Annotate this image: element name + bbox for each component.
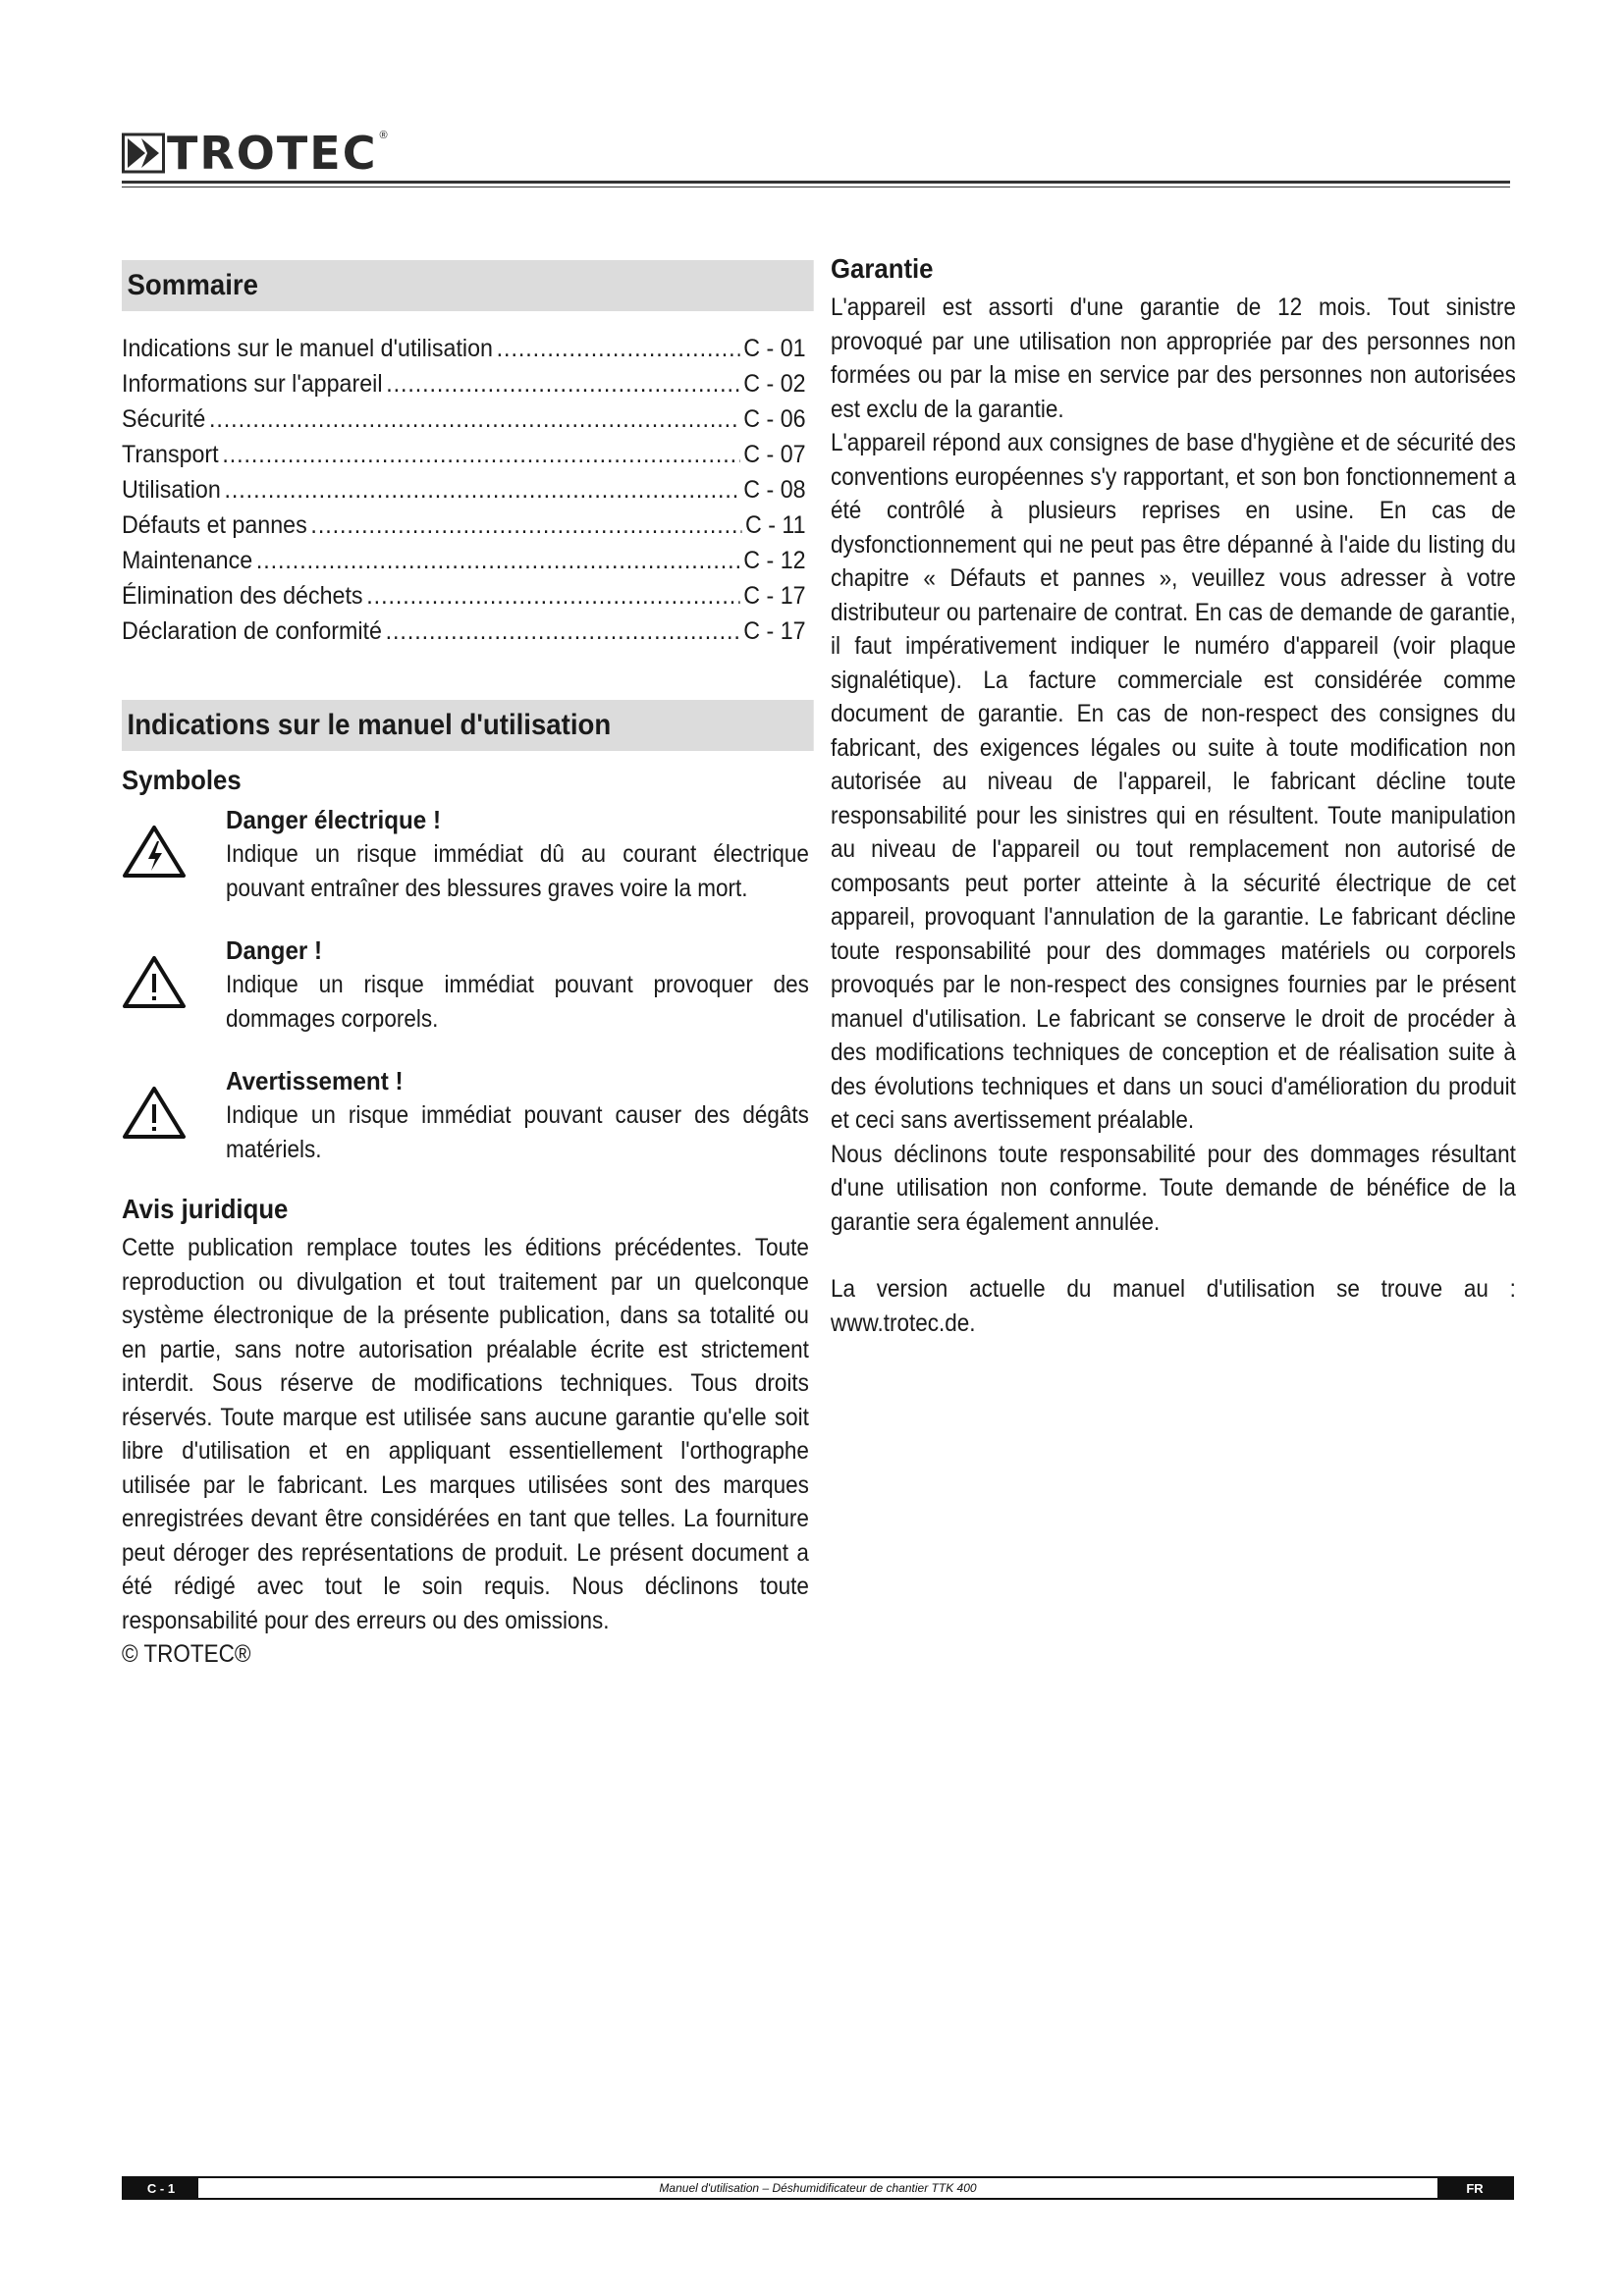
- avis-juridique-text: Cette publication remplace toutes les éditions précédentes. Toute reproduction ou divulgation et tout traitement par un quelconque système électronique de la présente publication, dans sa totalité ou en partie, sans notre autorisation préalable écrite est strictement interdit. Sous réserve de modifications techniques. Tous droits réservés. Toute marque est utilisée sans aucune garantie qu'elle soit libre d'utilisation et en appliquant essentiellement l'orthographe utilisée par le fabricant. Les marques utilisées sont des marques enregistrées devant être considérées en tant que telles. La fourniture peut déroger des représentations de produit. Le présent document a été rédigé avec tout le soin requis. Nous déclinons toute responsabilité pour des erreurs ou des omissions.: [122, 1234, 809, 1634]
- symbol-title: Avertissement !: [226, 1066, 404, 1095]
- toc-item-page: C - 07: [743, 441, 806, 468]
- header-rule: [122, 181, 1510, 184]
- toc-leader-dots: [366, 578, 739, 614]
- garantie-paragraph-1: L'appareil est assorti d'une garantie de 12 mois. Tout sinistre provoqué par une utilisation non appropriée par des personnes non formées ou par la mise en service par des personnes non autorisées est exclu de la garantie.: [831, 294, 1516, 423]
- symbol-title: Danger électrique !: [226, 805, 442, 834]
- toc-item-label: Sécurité: [122, 405, 206, 433]
- symbol-electric-danger: [122, 802, 809, 905]
- brand-registered-mark: ®: [379, 130, 388, 141]
- symboles-heading: Symboles: [122, 765, 242, 795]
- sommaire-heading: Sommaire: [122, 260, 813, 311]
- toc-item[interactable]: [122, 543, 806, 578]
- toc-item-label: Utilisation: [122, 476, 221, 504]
- toc-item[interactable]: [122, 578, 806, 614]
- toc-item-label: Transport: [122, 441, 219, 468]
- toc-leader-dots: [256, 543, 740, 578]
- exclamation-warning-icon: [122, 1085, 187, 1140]
- symbol-title: Danger !: [226, 935, 323, 965]
- manual-version-note: La version actuelle du manuel d'utilisation se trouve au : www.trotec.de.: [831, 1275, 1516, 1337]
- toc-item-label: Élimination des déchets: [122, 582, 363, 610]
- toc-item-label: Maintenance: [122, 547, 253, 574]
- garantie-paragraph-2: L'appareil répond aux consignes de base d'hygiène et de sécurité des conventions européennes s'y rapportant, et son bon fonctionnement a été contrôlé à plusieurs reprises en usine. En cas de dysfonctionnement qui ne peut pas être dépanné à l'aide du listing du chapitre « Défauts et pannes », veuillez vous adresser à votre distributeur ou partenaire de contrat. En cas de demande de garantie, il faut impérativement indiquer le numéro d'appareil (voir plaque signalétique). La facture commerciale est considérée comme document de garantie. En cas de non-respect des consignes du fabricant, des exigences légales ou suite à toute modification non autorisée au niveau de l'appareil, le fabricant décline toute responsabilité pour les sinistres qui en résultent. Toute manipulation au niveau de l'appareil ou tout remplacement non autorisé de composants peut porter atteinte à la sécurité électrique de cet appareil, provoquant l'annulation de la garantie. Le fabricant décline toute responsabilité pour des dommages matériels ou corporels provoqués par le non-respect des consignes fournies par le présent manuel d'utilisation. Le fabricant se conserve le droit de procéder à des modifications techniques de conception et de réalisation suite à des évolutions techniques et dans un souci d'amélioration du produit et ceci sans avertissement préalable.: [831, 429, 1516, 1134]
- toc-item-label: Indications sur le manuel d'utilisation: [122, 335, 493, 362]
- garantie-paragraph-3: Nous déclinons toute responsabilité pour des dommages résultant d'une utilisation non conforme. Toute demande de bénéfice de la garantie sera également annulée.: [831, 1140, 1516, 1236]
- toc-leader-dots: [497, 331, 740, 366]
- footer-title: Manuel d'utilisation – Déshumidificateur de chantier TTK 400: [659, 2181, 977, 2195]
- toc-leader-dots: [386, 366, 739, 401]
- toc-item-page: C - 01: [743, 335, 806, 362]
- toc-leader-dots: [222, 437, 739, 472]
- avis-juridique-heading: Avis juridique: [122, 1194, 289, 1224]
- toc-item-page: C - 06: [743, 405, 806, 433]
- toc-leader-dots: [310, 507, 741, 543]
- toc-item[interactable]: [122, 331, 806, 366]
- exclamation-warning-icon: [122, 954, 187, 1009]
- trotec-logo: [122, 128, 388, 179]
- page-footer: [122, 2176, 1514, 2200]
- footer-language: FR: [1437, 2178, 1512, 2198]
- toc-item[interactable]: [122, 472, 806, 507]
- toc-item-label: Informations sur l'appareil: [122, 370, 383, 398]
- toc-item[interactable]: [122, 614, 806, 649]
- toc-item-page: C - 08: [743, 476, 806, 504]
- toc-item-page: C - 17: [743, 582, 806, 610]
- toc-leader-dots: [209, 401, 740, 437]
- toc-item-label: Défauts et pannes: [122, 511, 307, 539]
- toc-item[interactable]: [122, 507, 806, 543]
- copyright-line: © TROTEC®: [122, 1640, 251, 1668]
- toc-item-page: C - 11: [744, 511, 806, 539]
- toc-item[interactable]: [122, 401, 806, 437]
- toc-item[interactable]: [122, 366, 806, 401]
- toc-item-page: C - 02: [743, 370, 806, 398]
- left-column: [122, 260, 809, 1672]
- symbol-warning: [122, 1063, 809, 1166]
- brand-name: TROTEC: [167, 127, 378, 180]
- symbol-description: Indique un risque immédiat pouvant provoquer des dommages corporels.: [226, 971, 809, 1033]
- toc-leader-dots: [225, 472, 740, 507]
- symbol-danger: [122, 933, 809, 1036]
- toc-leader-dots: [386, 614, 740, 649]
- symbol-description: Indique un risque immédiat pouvant causer des dégâts matériels.: [226, 1101, 809, 1163]
- right-column: [831, 253, 1516, 1340]
- symbol-description: Indique un risque immédiat dû au courant électrique pouvant entraîner des blessures graves voire la mort.: [226, 840, 809, 902]
- toc-item[interactable]: [122, 437, 806, 472]
- toc-item-page: C - 17: [743, 617, 806, 645]
- indications-heading: Indications sur le manuel d'utilisation: [122, 700, 813, 751]
- footer-page-number: C - 1: [124, 2178, 198, 2198]
- garantie-heading: Garantie: [831, 253, 934, 284]
- toc-item-label: Déclaration de conformité: [122, 617, 382, 645]
- trotec-logo-icon: [122, 132, 165, 175]
- electric-warning-icon: [122, 824, 187, 879]
- toc-item-page: C - 12: [743, 547, 806, 574]
- table-of-contents: [122, 331, 809, 649]
